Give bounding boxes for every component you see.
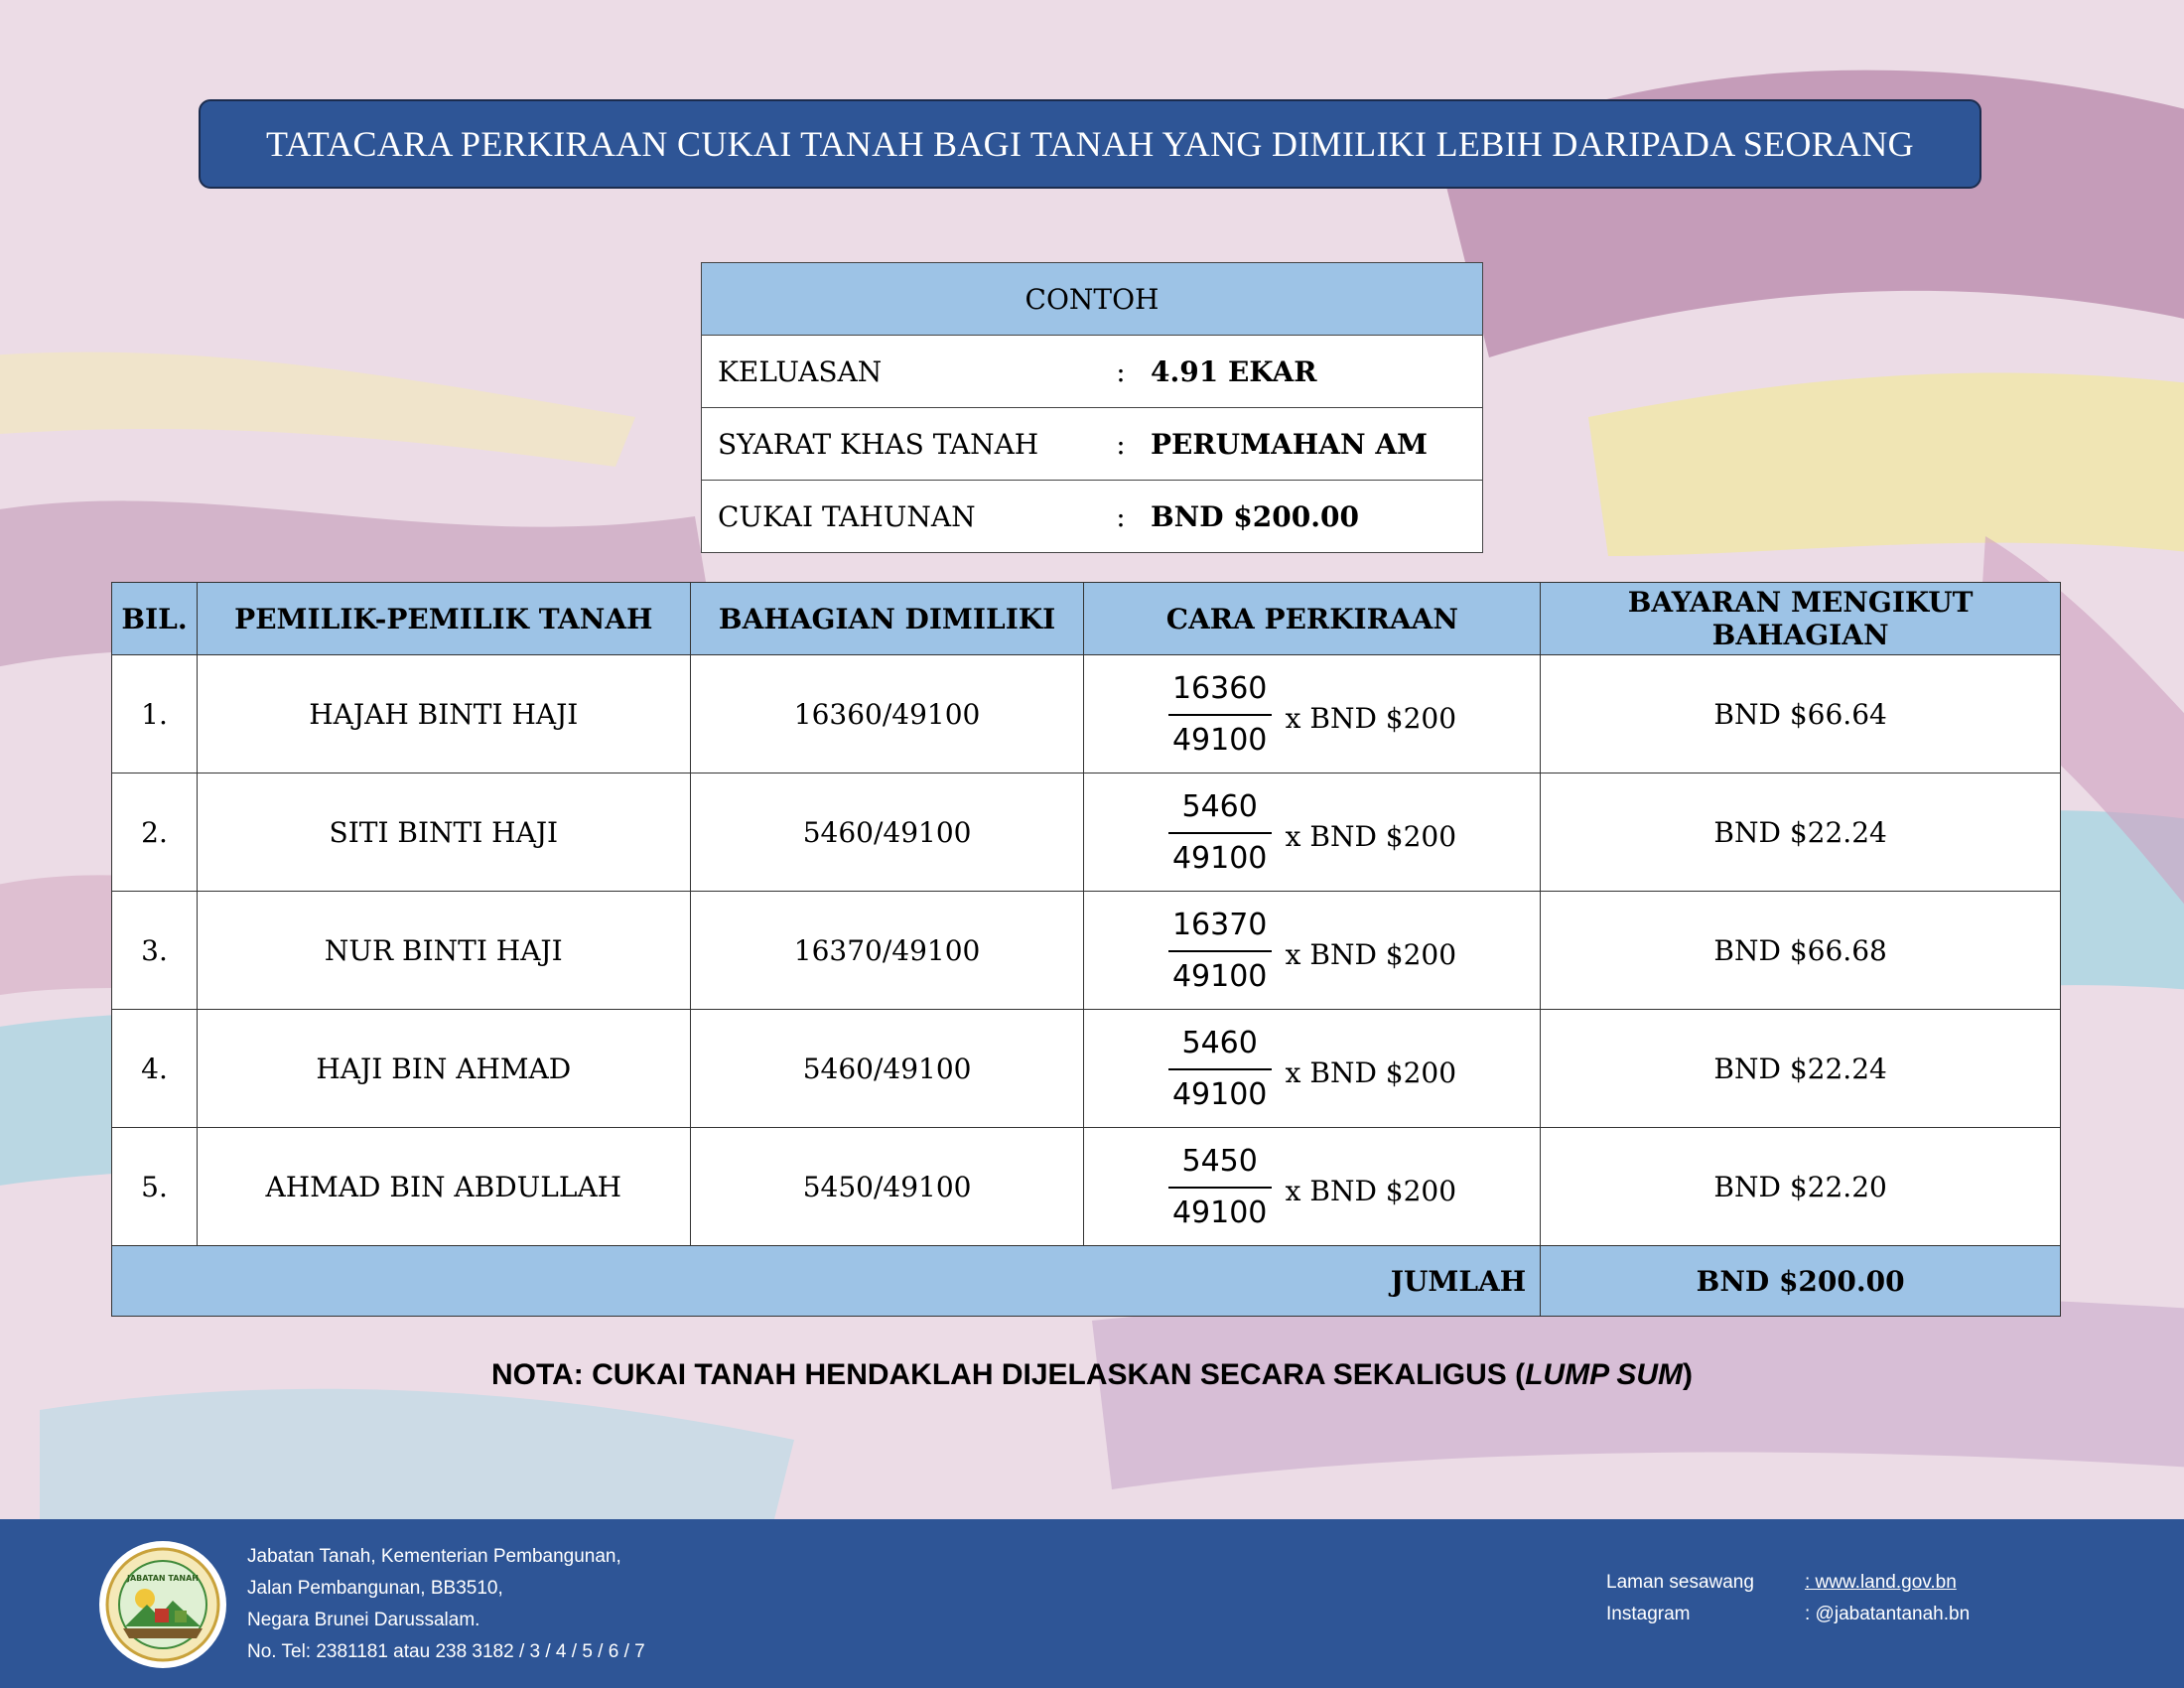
example-table <box>701 262 1483 553</box>
fraction <box>1168 1026 1272 1112</box>
example-label: CUKAI TAHUNAN <box>702 481 1102 553</box>
address-line: Jalan Pembangunan, BB3510, <box>247 1578 503 1599</box>
share-owned: 5460/49100 <box>690 1010 1084 1128</box>
fraction <box>1168 671 1272 758</box>
share-owned: 16370/49100 <box>690 892 1084 1010</box>
column-header: CARA PERKIRAAN <box>1084 583 1541 655</box>
total-label: JUMLAH <box>112 1246 1541 1317</box>
fraction-numerator: 16360 <box>1168 674 1272 716</box>
example-row <box>702 336 1483 408</box>
table-row <box>112 774 2061 892</box>
fraction-numerator: 5460 <box>1168 792 1272 834</box>
column-header: BAHAGIAN DIMILIKI <box>690 583 1084 655</box>
fraction-denominator: 49100 <box>1171 841 1268 876</box>
note-prefix: NOTA: CUKAI TANAH HENDAKLAH DIJELASKAN SECARA SEKALIGUS ( <box>491 1358 1526 1391</box>
page-title-bar <box>199 99 1981 189</box>
fraction-denominator: 49100 <box>1171 1196 1268 1230</box>
example-value: 4.91 EKAR <box>1141 336 1483 408</box>
row-number: 1. <box>112 655 198 774</box>
calculation <box>1084 1010 1541 1128</box>
example-label: KELUASAN <box>702 336 1102 408</box>
example-row <box>702 408 1483 481</box>
instagram-label: Instagram <box>1606 1604 1691 1624</box>
table-header-row <box>112 583 2061 655</box>
multiplier: x BND $200 <box>1285 1174 1457 1207</box>
row-number: 3. <box>112 892 198 1010</box>
footer-links <box>1606 1567 1970 1630</box>
table-row <box>112 655 2061 774</box>
payment-amount: BND $22.24 <box>1541 1010 2061 1128</box>
example-separator: : <box>1101 481 1141 553</box>
payment-amount: BND $22.20 <box>1541 1128 2061 1246</box>
multiplier: x BND $200 <box>1285 819 1457 853</box>
owner-name: SITI BINTI HAJI <box>197 774 690 892</box>
fraction-denominator: 49100 <box>1171 1077 1268 1112</box>
payment-amount: BND $22.24 <box>1541 774 2061 892</box>
note-suffix: ) <box>1683 1358 1693 1391</box>
example-value: BND $200.00 <box>1141 481 1483 553</box>
note-emphasis: LUMP SUM <box>1525 1358 1683 1391</box>
multiplier: x BND $200 <box>1285 701 1457 735</box>
owner-name: AHMAD BIN ABDULLAH <box>197 1128 690 1246</box>
website-row <box>1606 1567 1970 1599</box>
website-link[interactable]: : www.land.gov.bn <box>1805 1572 1957 1593</box>
share-owned: 5450/49100 <box>690 1128 1084 1246</box>
row-number: 2. <box>112 774 198 892</box>
address-line: Negara Brunei Darussalam. <box>247 1610 480 1630</box>
row-number: 4. <box>112 1010 198 1128</box>
instagram-handle[interactable]: : @jabatantanah.bn <box>1805 1604 1971 1624</box>
fraction-numerator: 5450 <box>1168 1147 1272 1189</box>
example-heading: CONTOH <box>702 263 1483 336</box>
share-owned: 16360/49100 <box>690 655 1084 774</box>
row-number: 5. <box>112 1128 198 1246</box>
fraction-denominator: 49100 <box>1171 959 1268 994</box>
calculation <box>1084 774 1541 892</box>
instagram-row <box>1606 1599 1970 1630</box>
fraction-denominator: 49100 <box>1171 723 1268 758</box>
example-value: PERUMAHAN AM <box>1141 408 1483 481</box>
footer <box>0 1519 2184 1688</box>
fraction-numerator: 16370 <box>1168 911 1272 952</box>
total-row <box>112 1246 2061 1317</box>
page-title: TATACARA PERKIRAAN CUKAI TANAH BAGI TANAH YANG DIMILIKI LEBIH DARIPADA SEORANG <box>266 124 1914 164</box>
calculation <box>1084 892 1541 1010</box>
owner-name: HAJI BIN AHMAD <box>197 1010 690 1128</box>
example-label: SYARAT KHAS TANAH <box>702 408 1102 481</box>
calculation <box>1084 655 1541 774</box>
multiplier: x BND $200 <box>1285 937 1457 971</box>
owner-name: HAJAH BINTI HAJI <box>197 655 690 774</box>
fraction-numerator: 5460 <box>1168 1029 1272 1070</box>
table-row <box>112 892 2061 1010</box>
jabatan-tanah-logo-icon <box>97 1539 228 1670</box>
table-row <box>112 1010 2061 1128</box>
owner-name: NUR BINTI HAJI <box>197 892 690 1010</box>
fraction <box>1168 1144 1272 1230</box>
share-owned: 5460/49100 <box>690 774 1084 892</box>
column-header: BIL. <box>112 583 198 655</box>
column-header: PEMILIK-PEMILIK TANAH <box>197 583 690 655</box>
example-separator: : <box>1101 408 1141 481</box>
total-value: BND $200.00 <box>1541 1246 2061 1317</box>
multiplier: x BND $200 <box>1285 1055 1457 1089</box>
note <box>0 1358 2184 1392</box>
payment-amount: BND $66.64 <box>1541 655 2061 774</box>
tax-table <box>111 582 2061 1317</box>
address-line: Jabatan Tanah, Kementerian Pembangunan, <box>247 1546 621 1567</box>
payment-amount: BND $66.68 <box>1541 892 2061 1010</box>
address-line: No. Tel: 2381181 atau 238 3182 / 3 / 4 / 5 / 6 / 7 <box>247 1641 645 1662</box>
fraction <box>1168 908 1272 994</box>
example-row <box>702 481 1483 553</box>
table-row <box>112 1128 2061 1246</box>
footer-address <box>247 1541 645 1668</box>
example-separator: : <box>1101 336 1141 408</box>
calculation <box>1084 1128 1541 1246</box>
website-label: Laman sesawang <box>1606 1572 1754 1593</box>
column-header: BAYARAN MENGIKUT BAHAGIAN <box>1541 583 2061 655</box>
logo-text: JABATAN TANAH <box>127 1574 199 1583</box>
fraction <box>1168 789 1272 876</box>
